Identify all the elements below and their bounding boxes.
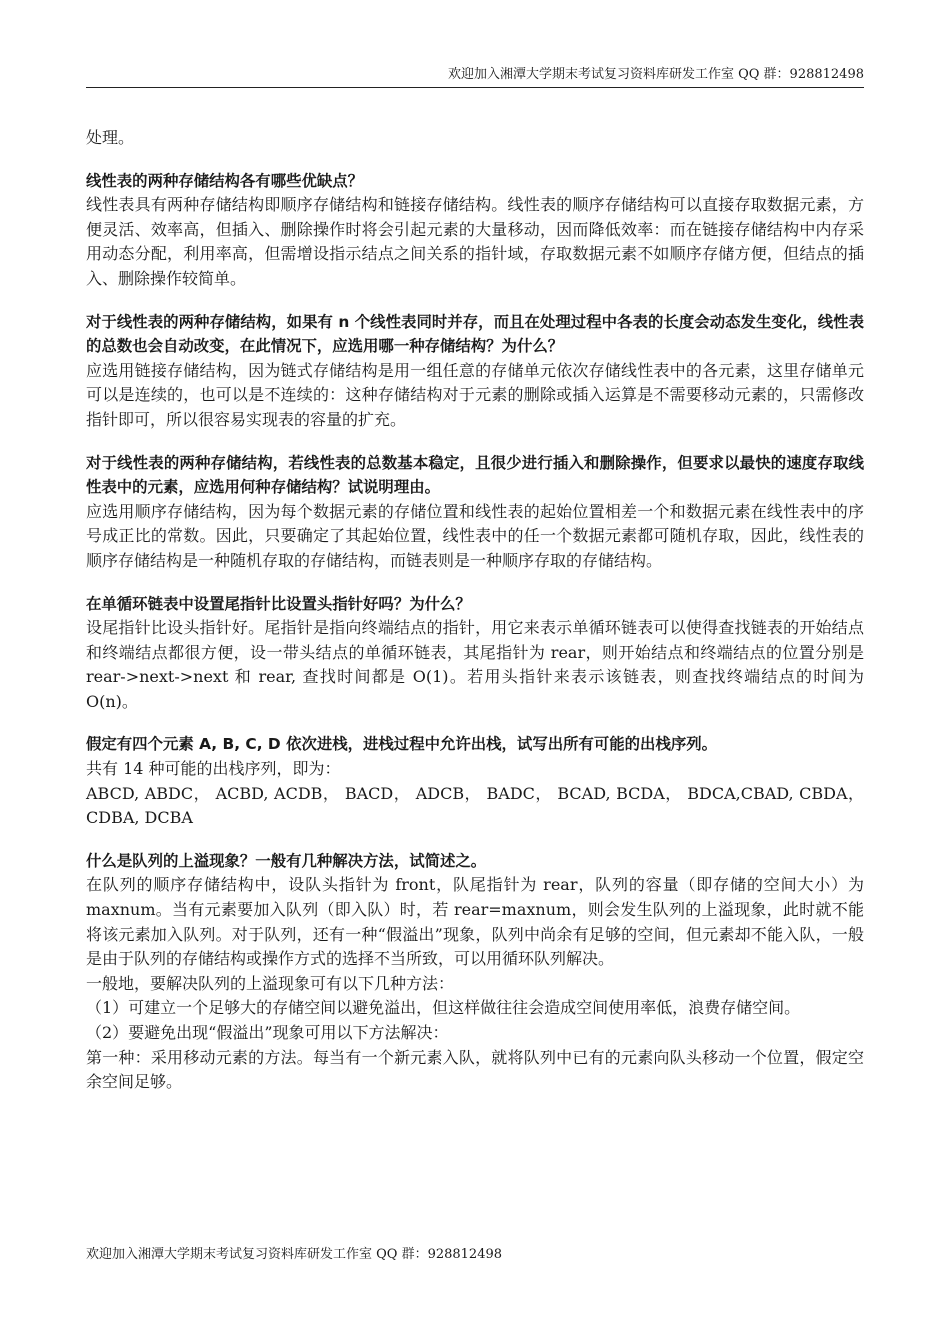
question-heading: 对于线性表的两种存储结构，若线性表的总数基本稳定，且很少进行插入和删除操作，但要求以最快的速度存取线性表中的元素，应选用何种存储结构？试说明理由。 xyxy=(86,453,864,497)
question-heading: 线性表的两种存储结构各有哪些优缺点？ xyxy=(86,171,364,190)
answer-sequence-list: ABCD, ABDC， ACBD, ACDB， BACD， ADCB， BADC， BCAD, BCDA， BDCA,CBAD, CBDA， CDBA, DCBA xyxy=(86,783,864,828)
answer-paragraph: 设尾指针比设头指针好。尾指针是指向终端结点的指针，用它来表示单循环链表可以使得查找链表的开始结点和终端结点都很方便，设一带头结点的单循环链表，其尾指针为 rear，则开始结点和终端结点的位置分别是 rear->next->next 和 rear, 查找时间都是 O(1)。若用头指针来表示该链表，则查找终端结点的时间为 O(n)。 xyxy=(86,618,864,711)
answer-paragraph: （2）要避免出现“假溢出”现象可用以下方法解决： xyxy=(86,1023,449,1042)
answer-paragraph: 线性表具有两种存储结构即顺序存储结构和链接存储结构。线性表的顺序存储结构可以直接存取数据元素，方便灵活、效率高，但插入、删除操作时将会引起元素的大量移动，因而降低效率：而在链接存储结构中内存采用动态分配，利用率高，但需增设指示结点之间关系的指针域，存取数据元素不如顺序存储方便，但结点的插入、删除操作较简单。 xyxy=(86,195,864,288)
page-content xyxy=(86,126,864,1095)
question-heading: 假定有四个元素 A, B, C, D 依次进栈，进栈过程中允许出栈，试写出所有可能的出栈序列。 xyxy=(86,735,718,754)
intro-text: 处理。 xyxy=(86,128,135,147)
question-heading: 对于线性表的两种存储结构，如果有 n 个线性表同时并存，而且在处理过程中各表的长度会动态发生变化，线性表的总数也会自动改变，在此情况下，应选用哪一种存储结构？为什么？ xyxy=(86,312,864,356)
answer-paragraph: 应选用顺序存储结构，因为每个数据元素的存储位置和线性表的起始位置相差一个和数据元素在线性表中的序号成正比的常数。因此，只要确定了其起始位置，线性表中的任一个数据元素都可随机存取，因此，线性表的顺序存储结构是一种随机存取的存储结构，而链表则是一种顺序存取的存储结构。 xyxy=(86,501,864,570)
answer-paragraph: 在队列的顺序存储结构中，设队头指针为 front，队尾指针为 rear，队列的容量（即存储的空间大小）为 maxnum。当有元素要加入队列（即入队）时，若 rear=maxnum，则会发生队列的上溢现象，此时就不能将该元素加入队列。对于队列，还有一种“假溢出”现象，队列中尚余有足够的空间，但元素却不能入队，一般是由于队列的存储结构或操作方式的选择不当所致，可以用循环队列解决。 xyxy=(86,875,864,969)
page-header: 欢迎加入湘潭大学期末考试复习资料库研发工作室 QQ 群：928812498 xyxy=(86,66,864,88)
answer-paragraph: （1）可建立一个足够大的存储空间以避免溢出，但这样做往往会造成空间使用率低，浪费存储空间。 xyxy=(86,998,801,1018)
answer-paragraph: 第一种：采用移动元素的方法。每当有一个新元素入队，就将队列中已有的元素向队头移动一个位置，假定空余空间足够。 xyxy=(86,1047,864,1092)
question-heading: 在单循环链表中设置尾指针比设置头指针好吗？为什么？ xyxy=(86,594,471,613)
answer-paragraph: 一般地，要解决队列的上溢现象可有以下几种方法： xyxy=(86,973,455,993)
question-heading: 什么是队列的上溢现象？一般有几种解决方法，试简述之。 xyxy=(86,851,487,870)
answer-paragraph: 应选用链接存储结构，因为链式存储结构是用一组任意的存储单元依次存储线性表中的各元素，这里存储单元可以是连续的，也可以是不连续的：这种存储结构对于元素的删除或插入运算是不需要移动元素的，只需修改指针即可，所以很容易实现表的容量的扩充。 xyxy=(86,360,864,429)
page-footer: 欢迎加入湘潭大学期末考试复习资料库研发工作室 QQ 群：928812498 xyxy=(86,1247,503,1262)
answer-paragraph: 共有 14 种可能的出栈序列，即为： xyxy=(86,759,341,779)
